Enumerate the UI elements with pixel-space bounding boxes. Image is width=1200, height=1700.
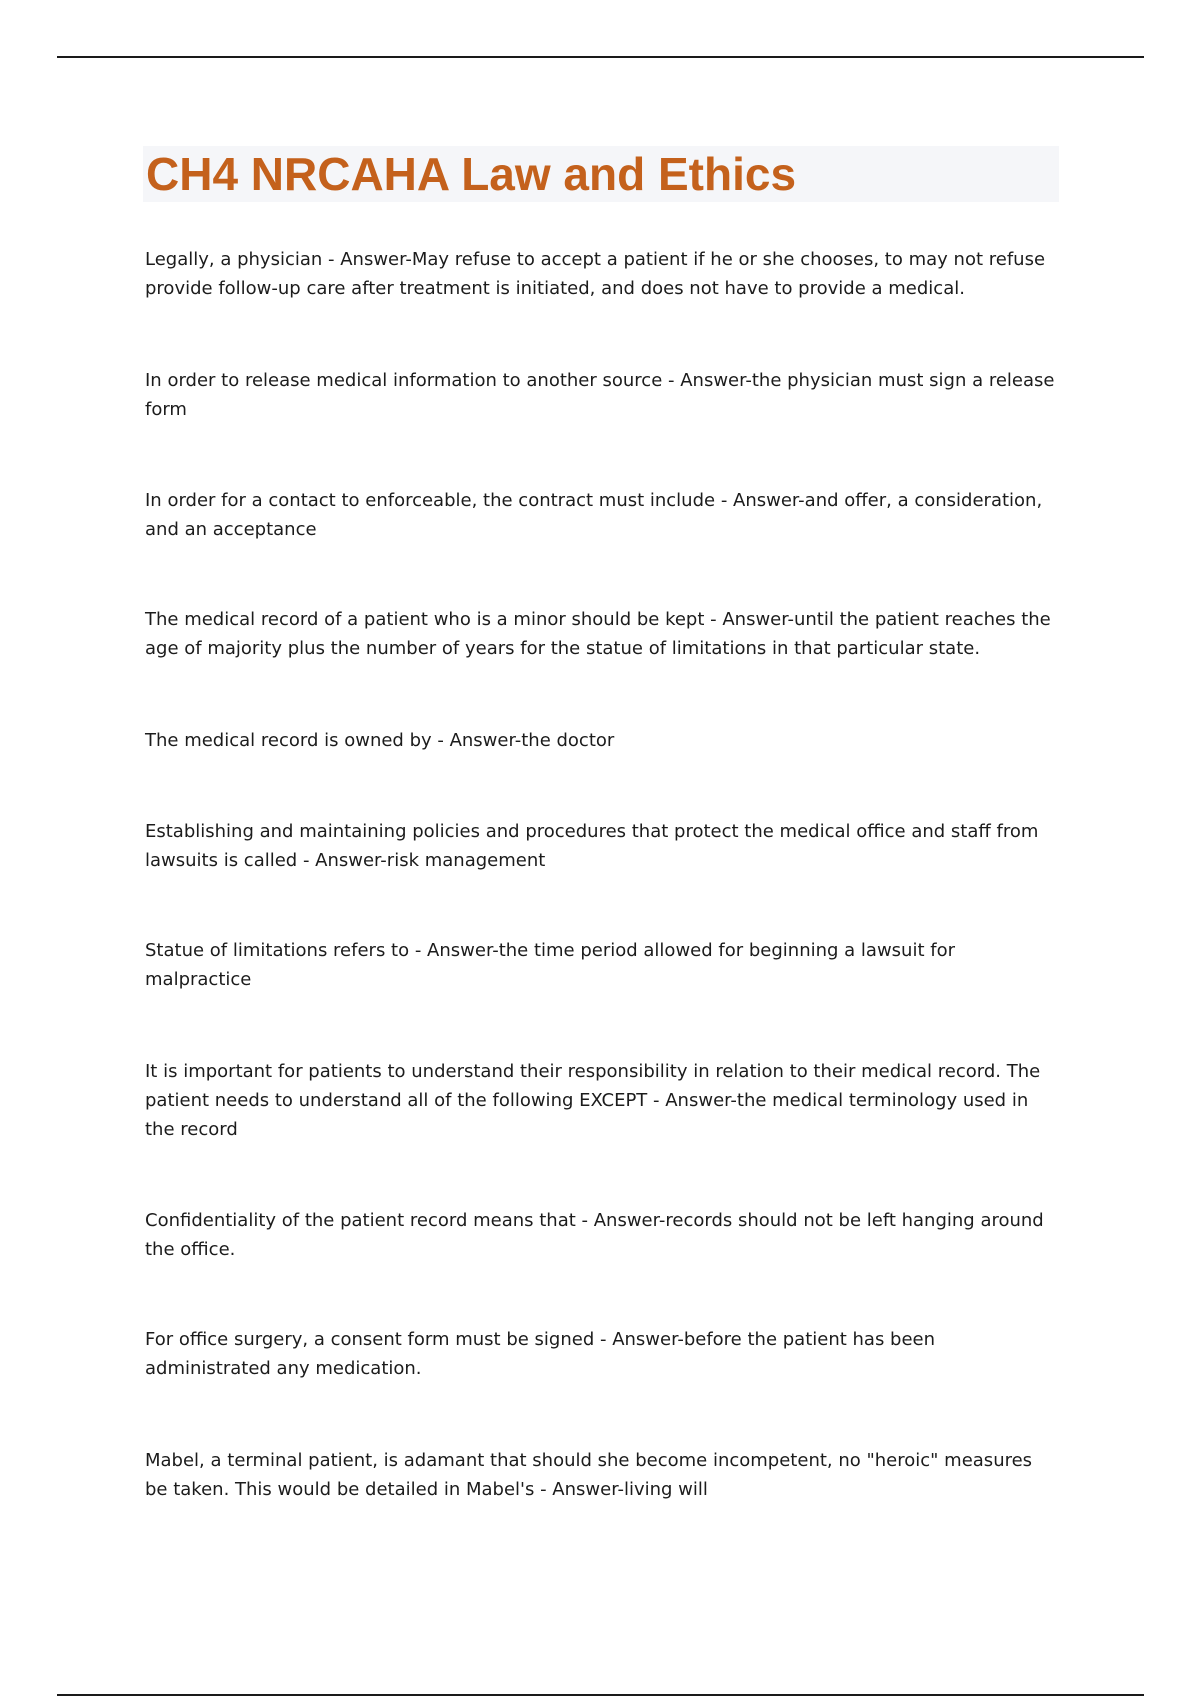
qa-item: It is important for patients to understand their responsibility in relation to their medical record. The patient needs to understand all of the following EXCEPT - Answer-the medical terminology used in the record bbox=[145, 1061, 1041, 1140]
document-title: CH4 NRCAHA Law and Ethics bbox=[146, 148, 797, 200]
qa-item: In order for a contact to enforceable, the contract must include - Answer-and offer, a consideration, and an acceptance bbox=[145, 490, 1043, 540]
qa-item: Statue of limitations refers to - Answer-the time period allowed for beginning a lawsuit for malpractice bbox=[145, 940, 955, 990]
qa-item: The medical record is owned by - Answer-the doctor bbox=[145, 730, 615, 751]
bottom-rule bbox=[57, 1694, 1144, 1696]
top-rule bbox=[57, 56, 1144, 58]
qa-item: In order to release medical information to another source - Answer-the physician must sign a release form bbox=[145, 370, 1055, 420]
qa-item: The medical record of a patient who is a minor should be kept - Answer-until the patient reaches the age of majority plus the number of years for the statue of limitations in that particular state. bbox=[145, 609, 1051, 659]
qa-item: For office surgery, a consent form must be signed - Answer-before the patient has been administrated any medication. bbox=[145, 1329, 936, 1379]
qa-item: Establishing and maintaining policies and procedures that protect the medical office and staff from lawsuits is called - Answer-risk management bbox=[145, 821, 1039, 871]
qa-item: Confidentiality of the patient record means that - Answer-records should not be left hanging around the office. bbox=[145, 1210, 1044, 1260]
qa-item: Mabel, a terminal patient, is adamant that should she become incompetent, no "heroic" measures be taken. This would be detailed in Mabel's - Answer-living will bbox=[145, 1450, 1033, 1500]
qa-item: Legally, a physician - Answer-May refuse to accept a patient if he or she chooses, to may not refuse provide follow-up care after treatment is initiated, and does not have to provide a medical. bbox=[145, 249, 1046, 299]
